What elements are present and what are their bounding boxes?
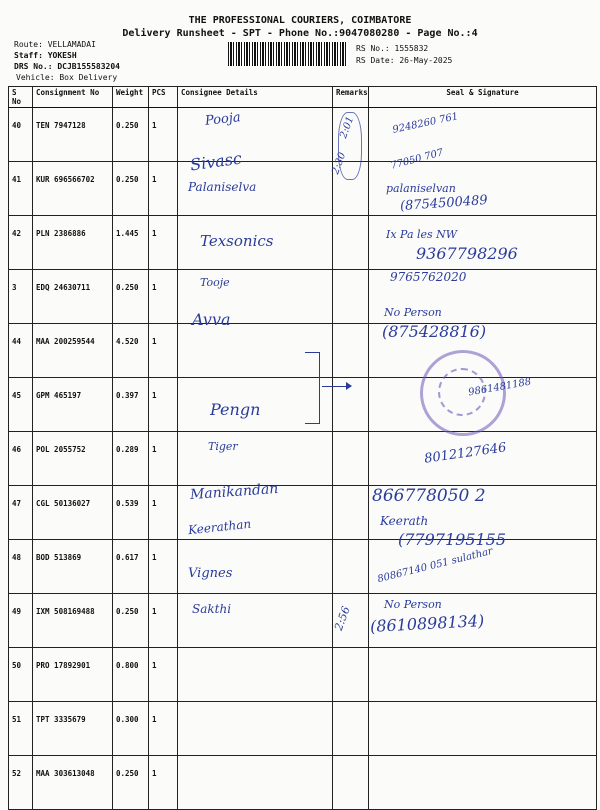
handwritten-phone: 8012127646	[423, 440, 508, 467]
table-row	[9, 540, 597, 594]
cell-pcs: 1	[149, 486, 178, 540]
runsheet-table	[8, 86, 597, 810]
table-row	[9, 756, 597, 810]
cell-pcs: 1	[149, 324, 178, 378]
cell-sno: 3	[9, 270, 33, 324]
handwritten-consignee: Tooje	[200, 276, 230, 289]
handwritten-signature: No Person	[384, 306, 442, 319]
staff-label: Staff:	[14, 51, 43, 60]
cell-remarks	[333, 486, 369, 540]
handwritten-consignee: Palaniselva	[188, 180, 257, 194]
cell-sno: 40	[9, 108, 33, 162]
table-row	[9, 648, 597, 702]
cell-pcs: 1	[149, 594, 178, 648]
cell-consignee	[178, 432, 333, 486]
cell-remarks	[333, 648, 369, 702]
handwritten-signature: Keerath	[380, 514, 429, 528]
col-sno: S No	[9, 87, 33, 108]
group-arrow	[322, 386, 350, 387]
col-remarks: Remarks	[333, 87, 369, 108]
handwritten-consignee: Keerathan	[187, 516, 252, 538]
cell-sno: 41	[9, 162, 33, 216]
handwritten-remark: 2:56	[332, 604, 353, 633]
cell-consignment: PRO 17892901	[33, 648, 113, 702]
cell-consignment: GPM 465197	[33, 378, 113, 432]
staff-row	[14, 51, 77, 61]
col-weight: Weight	[113, 87, 149, 108]
cell-consignee	[178, 702, 333, 756]
cell-weight: 0.397	[113, 378, 149, 432]
cell-weight: 0.250	[113, 108, 149, 162]
cell-consignee	[178, 756, 333, 810]
handwritten-signature: 9248260 761	[391, 111, 460, 136]
cell-weight: 0.250	[113, 594, 149, 648]
runsheet-subtitle: Delivery Runsheet - SPT - Phone No.:9047080280 - Page No.:4	[122, 28, 478, 39]
handwritten-consignee: Pengn	[210, 400, 261, 419]
handwritten-signature: 80867140 051 sulathar	[376, 545, 494, 586]
cell-remarks	[333, 270, 369, 324]
col-pcs: PCS	[149, 87, 178, 108]
cell-remarks	[333, 756, 369, 810]
table-row	[9, 162, 597, 216]
cell-seal	[369, 648, 597, 702]
cell-pcs: 1	[149, 756, 178, 810]
cell-seal	[369, 702, 597, 756]
cell-consignment: EDQ 24630711	[33, 270, 113, 324]
rs-number: RS No.: 1555832	[356, 44, 429, 53]
cell-pcs: 1	[149, 540, 178, 594]
cell-pcs: 1	[149, 378, 178, 432]
cell-weight: 0.617	[113, 540, 149, 594]
cell-seal	[369, 108, 597, 162]
cell-sno: 44	[9, 324, 33, 378]
table-header-row	[9, 87, 597, 108]
cell-remarks	[333, 540, 369, 594]
cell-sno: 48	[9, 540, 33, 594]
cell-pcs: 1	[149, 108, 178, 162]
handwritten-consignee: Tiger	[208, 440, 238, 453]
cell-remarks	[333, 432, 369, 486]
staff-name: YOKESH	[47, 51, 77, 60]
cell-pcs: 1	[149, 702, 178, 756]
col-consignment: Consignment No	[33, 87, 113, 108]
table-row	[9, 324, 597, 378]
cell-weight: 0.289	[113, 432, 149, 486]
cell-sno: 46	[9, 432, 33, 486]
handwritten-phone: 9765762020	[390, 270, 467, 284]
cell-remarks	[333, 216, 369, 270]
handwritten-signature: No Person	[384, 598, 442, 611]
col-seal: Seal & Signature	[369, 87, 597, 108]
cell-weight: 0.539	[113, 486, 149, 540]
barcode	[228, 42, 348, 66]
table-row	[9, 432, 597, 486]
handwritten-consignee: Sakthi	[192, 602, 232, 616]
handwritten-signature: 77050 707	[389, 147, 445, 172]
cell-sno: 49	[9, 594, 33, 648]
cell-weight: 0.250	[113, 756, 149, 810]
handwritten-signature: Ix Pa les NW	[386, 228, 458, 241]
cell-consignment: TEN 7947128	[33, 108, 113, 162]
table-row	[9, 594, 597, 648]
cell-consignment: KUR 696566702	[33, 162, 113, 216]
cell-sno: 51	[9, 702, 33, 756]
cell-pcs: 1	[149, 216, 178, 270]
table-row	[9, 486, 597, 540]
drs-number: DCJB155583204	[57, 62, 120, 71]
cell-weight: 0.300	[113, 702, 149, 756]
rs-date: RS Date: 26-May-2025	[356, 56, 453, 65]
table-row	[9, 702, 597, 756]
route-text: Route: VELLAMADAI	[14, 40, 96, 49]
cell-consignment: BOD 513869	[33, 540, 113, 594]
handwritten-remark: 2:01	[338, 115, 357, 140]
cell-remarks	[333, 324, 369, 378]
handwritten-consignee: Pooja	[204, 110, 242, 129]
vehicle-text: Vehicle: Box Delivery	[16, 73, 118, 82]
handwritten-consignee: Sivasc	[188, 148, 243, 175]
cell-sno: 50	[9, 648, 33, 702]
cell-sno: 45	[9, 378, 33, 432]
drs-label: DRS No.:	[14, 62, 53, 71]
handwritten-consignee: Texsonics	[200, 232, 274, 250]
cell-weight: 0.250	[113, 270, 149, 324]
handwritten-phone: (8610898134)	[369, 611, 485, 636]
cell-pcs: 1	[149, 162, 178, 216]
cell-consignment: TPT 3335679	[33, 702, 113, 756]
cell-sno: 52	[9, 756, 33, 810]
handwritten-phone: (875428816)	[382, 322, 487, 341]
handwritten-signature: palaniselvan	[386, 182, 456, 195]
handwritten-phone: 866778050 2	[372, 486, 486, 506]
cell-consignment: CGL 50136027	[33, 486, 113, 540]
cell-pcs: 1	[149, 270, 178, 324]
cell-weight: 4.520	[113, 324, 149, 378]
cell-pcs: 1	[149, 648, 178, 702]
company-title: THE PROFESSIONAL COURIERS, COIMBATORE	[188, 15, 412, 26]
handwritten-consignee: Vignes	[188, 566, 233, 581]
handwritten-phone: 9861481188	[467, 376, 533, 399]
cell-weight: 1.445	[113, 216, 149, 270]
handwritten-remark: 2:30	[330, 151, 349, 176]
cell-weight: 0.800	[113, 648, 149, 702]
cell-seal	[369, 756, 597, 810]
cell-consignment: MAA 200259544	[33, 324, 113, 378]
cell-consignee	[178, 648, 333, 702]
handwritten-phone: (7797195155	[398, 530, 507, 549]
drs-row	[14, 62, 120, 72]
cell-weight: 0.250	[113, 162, 149, 216]
cell-consignment: PLN 2386886	[33, 216, 113, 270]
cell-consignment: IXM 508169488	[33, 594, 113, 648]
handwritten-consignee: Avva	[192, 310, 231, 329]
table-row	[9, 270, 597, 324]
cell-consignment: POL 2055752	[33, 432, 113, 486]
cell-sno: 42	[9, 216, 33, 270]
group-bracket	[305, 352, 320, 424]
handwritten-consignee: Manikandan	[189, 480, 279, 504]
cell-consignment: MAA 303613048	[33, 756, 113, 810]
cell-remarks	[333, 702, 369, 756]
handwritten-phone: (8754500489	[399, 192, 489, 215]
cell-pcs: 1	[149, 432, 178, 486]
table-row	[9, 108, 597, 162]
cell-sno: 47	[9, 486, 33, 540]
handwritten-phone: 9367798296	[416, 244, 518, 263]
col-consignee: Consignee Details	[178, 87, 333, 108]
